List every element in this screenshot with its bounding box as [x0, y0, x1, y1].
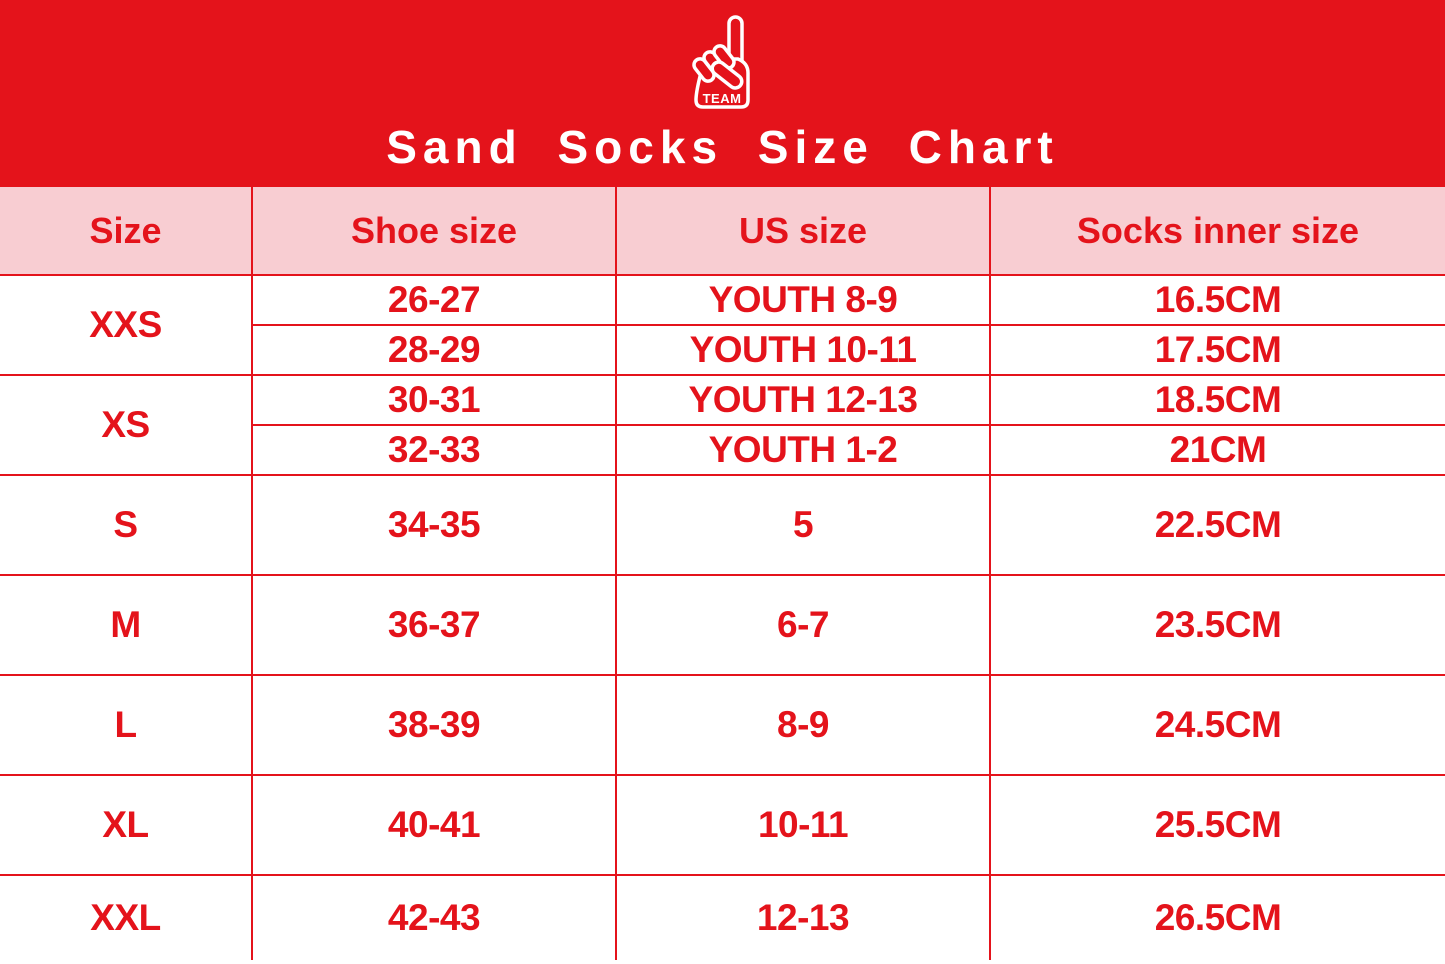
shoe-size-cell: 36-37 — [252, 575, 616, 675]
size-cell-l: L — [0, 675, 252, 775]
inner-size-cell: 25.5CM — [990, 775, 1445, 875]
header-row — [0, 187, 1445, 275]
inner-size-cell: 17.5CM — [990, 325, 1445, 375]
inner-size-cell: 21CM — [990, 425, 1445, 475]
col-header-size: Size — [0, 187, 252, 275]
shoe-size-cell: 26-27 — [252, 275, 616, 325]
table-row — [0, 375, 1445, 425]
us-size-cell: 10-11 — [616, 775, 990, 875]
inner-size-cell: 23.5CM — [990, 575, 1445, 675]
header-banner — [0, 0, 1445, 187]
shoe-size-cell: 30-31 — [252, 375, 616, 425]
us-size-cell: YOUTH 12-13 — [616, 375, 990, 425]
us-size-cell: 5 — [616, 475, 990, 575]
size-cell-xl: XL — [0, 775, 252, 875]
shoe-size-cell: 38-39 — [252, 675, 616, 775]
shoe-size-cell: 34-35 — [252, 475, 616, 575]
page-title: Sand Socks Size Chart — [386, 121, 1059, 173]
inner-size-cell: 16.5CM — [990, 275, 1445, 325]
size-chart-table — [0, 187, 1445, 960]
us-size-cell: YOUTH 1-2 — [616, 425, 990, 475]
us-size-cell: 12-13 — [616, 875, 990, 960]
us-size-cell: 6-7 — [616, 575, 990, 675]
us-size-cell: 8-9 — [616, 675, 990, 775]
size-cell-m: M — [0, 575, 252, 675]
us-size-cell: YOUTH 10-11 — [616, 325, 990, 375]
col-header-us-size: US size — [616, 187, 990, 275]
table-row — [0, 775, 1445, 875]
size-cell-s: S — [0, 475, 252, 575]
foam-finger-team-logo — [687, 13, 759, 113]
inner-size-cell: 24.5CM — [990, 675, 1445, 775]
shoe-size-cell: 42-43 — [252, 875, 616, 960]
table-row — [0, 275, 1445, 325]
shoe-size-cell: 40-41 — [252, 775, 616, 875]
table-row — [0, 575, 1445, 675]
logo-team-text: TEAM — [702, 91, 741, 106]
table-row — [0, 475, 1445, 575]
size-cell-xxl: XXL — [0, 875, 252, 960]
inner-size-cell: 26.5CM — [990, 875, 1445, 960]
size-cell-xxs: XXS — [0, 275, 252, 375]
size-cell-xs: XS — [0, 375, 252, 475]
us-size-cell: YOUTH 8-9 — [616, 275, 990, 325]
inner-size-cell: 22.5CM — [990, 475, 1445, 575]
table-row — [0, 675, 1445, 775]
shoe-size-cell: 32-33 — [252, 425, 616, 475]
table-row — [0, 875, 1445, 960]
inner-size-cell: 18.5CM — [990, 375, 1445, 425]
shoe-size-cell: 28-29 — [252, 325, 616, 375]
col-header-socks-inner-size: Socks inner size — [990, 187, 1445, 275]
col-header-shoe-size: Shoe size — [252, 187, 616, 275]
